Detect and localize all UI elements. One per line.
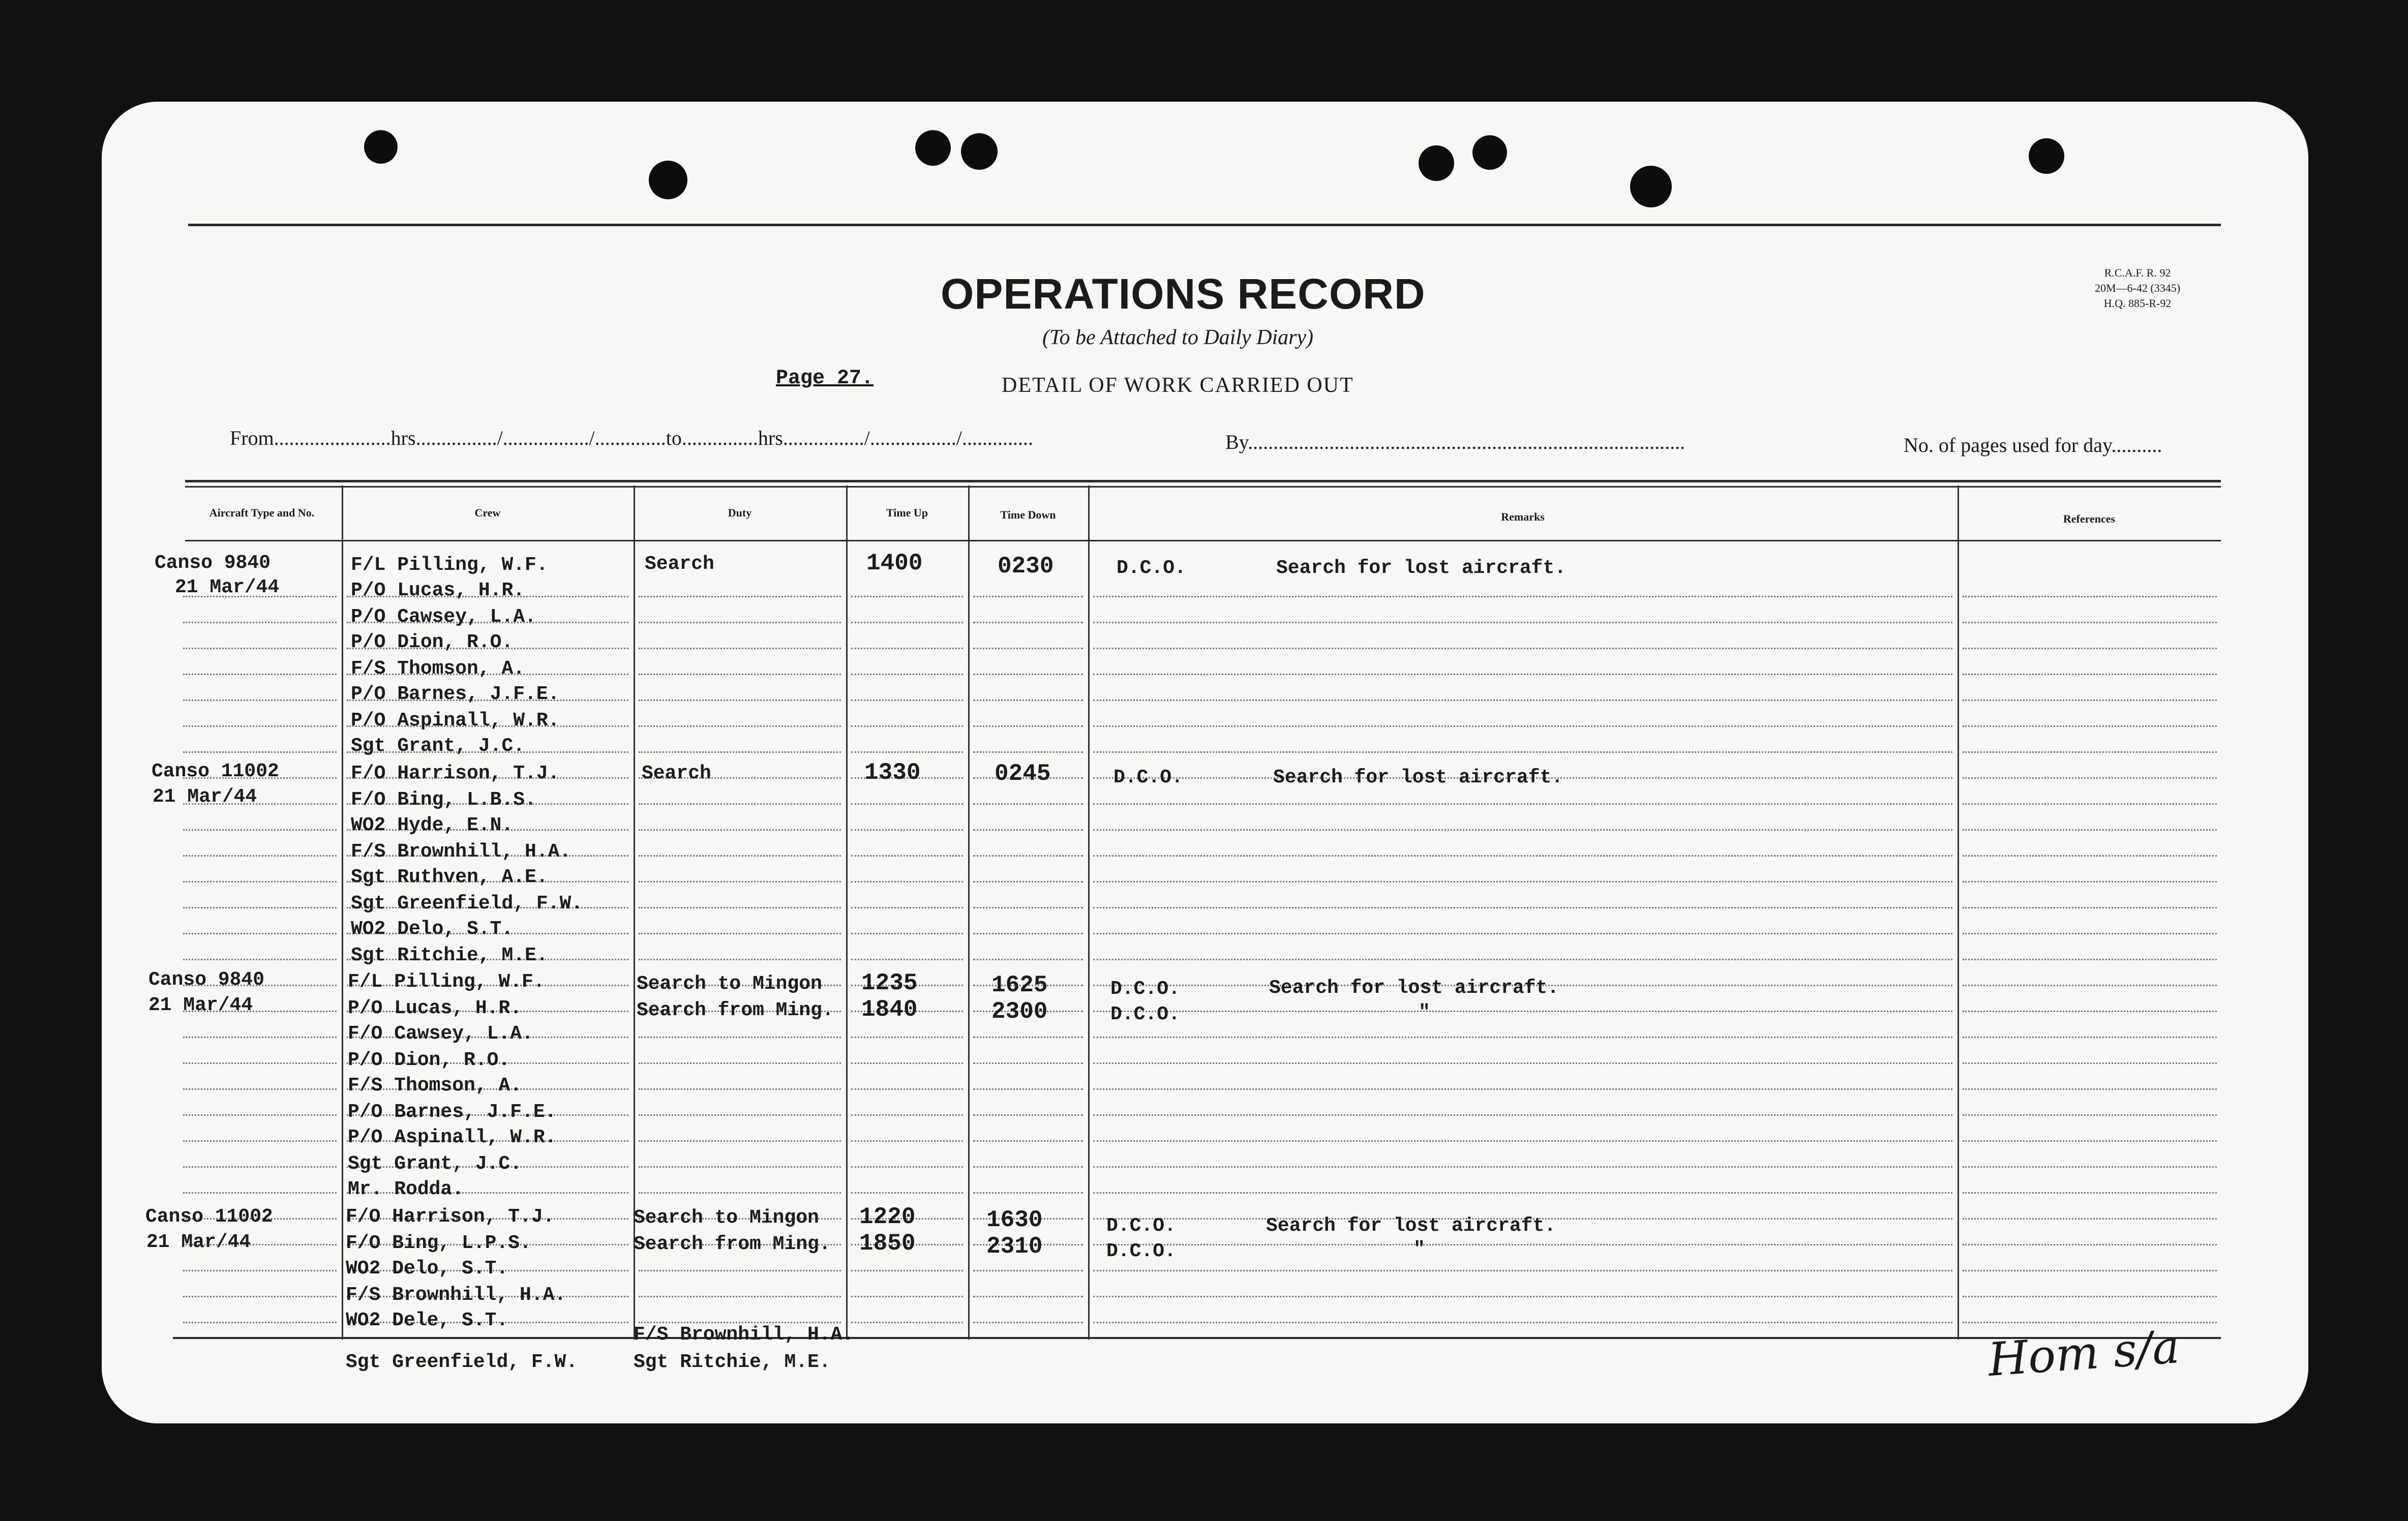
- crew-member: P/O Lucas, H.R.: [351, 580, 525, 601]
- crew-member: Sgt Greenfield, F.W.: [351, 893, 583, 915]
- ruled-dotted-line: [973, 674, 1083, 675]
- ruled-dotted-line: [851, 829, 963, 831]
- ruled-dotted-line: [183, 725, 337, 727]
- ruled-dotted-line: [639, 959, 841, 960]
- crew-member: Sgt Ruthven, A.E.: [351, 866, 548, 888]
- ruled-dotted-line: [183, 1192, 337, 1194]
- ruled-dotted-line: [183, 1296, 337, 1297]
- ruled-dotted-line: [1963, 829, 2217, 831]
- ruled-dotted-line: [851, 725, 963, 727]
- section-title: DETAIL OF WORK CARRIED OUT: [1002, 374, 1354, 397]
- ruled-dotted-line: [183, 907, 337, 908]
- ruled-dotted-line: [1963, 622, 2217, 623]
- ruled-dotted-line: [851, 596, 963, 597]
- ruled-dotted-line: [183, 881, 337, 883]
- ruled-dotted-line: [639, 596, 841, 597]
- ruled-dotted-line: [183, 674, 337, 675]
- aircraft-type: Canso 11002: [152, 760, 279, 782]
- crew-member: F/O Bing, L.B.S.: [351, 789, 536, 811]
- remark-code: D.C.O.: [1113, 767, 1183, 788]
- ditto-mark: ": [1413, 1238, 1425, 1260]
- ruled-dotted-line: [1093, 1114, 1952, 1116]
- ruled-dotted-line: [1963, 1322, 2217, 1323]
- crew-member: WO2 Dele, S.T.: [346, 1310, 508, 1331]
- ruled-dotted-line: [1963, 959, 2217, 960]
- ruled-dotted-line: [1963, 1062, 2217, 1064]
- ruled-dotted-line: [1963, 1037, 2217, 1038]
- crew-member: P/O Dion, R.O.: [351, 631, 514, 653]
- ruled-dotted-line: [851, 1088, 963, 1090]
- ruled-dotted-line: [183, 1037, 337, 1038]
- top-rule: [188, 224, 2221, 226]
- ruled-dotted-line: [183, 1270, 337, 1271]
- ruled-dotted-line: [639, 1296, 841, 1297]
- ruled-dotted-line: [1963, 1011, 2217, 1012]
- remark-text: Search for lost aircraft.: [1269, 977, 1559, 999]
- crew-member: F/L Pilling, W.F.: [351, 554, 548, 576]
- crew-member: Sgt Ritchie, M.E.: [351, 945, 548, 966]
- ruled-dotted-line: [1093, 596, 1952, 597]
- crew-member: Sgt Grant, J.C.: [348, 1153, 522, 1175]
- ruled-dotted-line: [1963, 855, 2217, 857]
- page-subtitle: (To be Attached to Daily Diary): [1042, 326, 1314, 349]
- ruled-dotted-line: [1093, 1244, 1952, 1245]
- ruled-dotted-line: [183, 1140, 337, 1142]
- crew-member: F/S Brownhill, H.A.: [351, 841, 571, 863]
- ruled-dotted-line: [851, 751, 963, 753]
- ruled-dotted-line: [1963, 1218, 2217, 1220]
- time-up: 1330: [864, 759, 921, 786]
- ruled-dotted-line: [1963, 699, 2217, 701]
- ruled-dotted-line: [1093, 881, 1952, 883]
- ruled-dotted-line: [1963, 1166, 2217, 1168]
- ruled-dotted-line: [1963, 933, 2217, 934]
- time-down: 2300: [991, 998, 1048, 1025]
- ruled-dotted-line: [1963, 751, 2217, 753]
- ruled-dotted-line: [183, 751, 337, 753]
- ruled-dotted-line: [851, 803, 963, 805]
- column-header-aircraft: Aircraft Type and No.: [209, 506, 315, 519]
- ruled-dotted-line: [183, 648, 337, 649]
- ruled-dotted-line: [1093, 855, 1952, 857]
- ruled-dotted-line: [851, 881, 963, 883]
- time-down: 0245: [995, 760, 1051, 787]
- column-divider: [1088, 485, 1090, 1340]
- ruled-dotted-line: [1963, 725, 2217, 727]
- ruled-dotted-line: [1093, 1088, 1952, 1090]
- flight-date: 21 Mar/44: [146, 1231, 251, 1253]
- punch-hole: [961, 133, 998, 170]
- signature-initials: Hom s/a: [1986, 1320, 2181, 1387]
- time-up: 1235: [861, 970, 918, 996]
- column-divider: [968, 485, 970, 1340]
- ruled-dotted-line: [973, 648, 1083, 649]
- ruled-dotted-line: [851, 855, 963, 857]
- ruled-dotted-line: [1963, 1192, 2217, 1194]
- crew-member: F/O Harrison, T.J.: [351, 763, 560, 784]
- crew-member: F/S Brownhill, H.A.: [346, 1284, 566, 1306]
- ruled-dotted-line: [973, 1140, 1083, 1142]
- ruled-dotted-line: [851, 1140, 963, 1142]
- punch-hole: [1419, 145, 1454, 181]
- ruled-dotted-line: [639, 855, 841, 857]
- form-number: [2095, 265, 2180, 311]
- ruled-dotted-line: [639, 1114, 841, 1116]
- ruled-dotted-line: [1093, 1011, 1952, 1012]
- ruled-dotted-line: [639, 622, 841, 623]
- remark-code: D.C.O.: [1106, 1215, 1176, 1237]
- time-down: 1630: [986, 1207, 1043, 1233]
- duty: Search from Ming.: [634, 1233, 831, 1255]
- crew-member: F/O Harrison, T.J.: [346, 1206, 555, 1228]
- ruled-dotted-line: [1093, 959, 1952, 960]
- ruled-dotted-line: [973, 855, 1083, 857]
- ruled-dotted-line: [1963, 881, 2217, 883]
- crew-member: P/O Cawsey, L.A.: [351, 606, 536, 628]
- ruled-dotted-line: [183, 855, 337, 857]
- ruled-dotted-line: [1963, 1114, 2217, 1116]
- ruled-dotted-line: [639, 933, 841, 934]
- ruled-dotted-line: [1093, 933, 1952, 934]
- ruled-dotted-line: [183, 933, 337, 934]
- ruled-dotted-line: [1093, 803, 1952, 805]
- ruled-dotted-line: [639, 1322, 841, 1323]
- time-up: 1400: [866, 550, 923, 576]
- ruled-dotted-line: [639, 1088, 841, 1090]
- ruled-dotted-line: [639, 1037, 841, 1038]
- ruled-dotted-line: [1093, 1166, 1952, 1168]
- ruled-dotted-line: [1963, 1140, 2217, 1142]
- ruled-dotted-line: [851, 1296, 963, 1297]
- remark-code: D.C.O.: [1110, 1003, 1180, 1025]
- ruled-dotted-line: [639, 699, 841, 701]
- ruled-dotted-line: [1963, 648, 2217, 649]
- punch-hole: [915, 130, 951, 166]
- ruled-dotted-line: [973, 699, 1083, 701]
- ruled-dotted-line: [183, 829, 337, 831]
- column-header-time-down: Time Down: [1000, 508, 1056, 521]
- page-title: OPERATIONS RECORD: [941, 270, 1426, 318]
- punch-hole: [364, 130, 398, 164]
- ruled-dotted-line: [973, 933, 1083, 934]
- ruled-dotted-line: [973, 829, 1083, 831]
- ruled-dotted-line: [639, 907, 841, 908]
- ruled-dotted-line: [973, 907, 1083, 908]
- crew-member: Sgt Grant, J.C.: [351, 735, 525, 757]
- ruled-dotted-line: [183, 1166, 337, 1168]
- duty: Search from Ming.: [637, 999, 834, 1021]
- ruled-dotted-line: [639, 829, 841, 831]
- ruled-dotted-line: [1963, 1244, 2217, 1245]
- time-down: 0230: [998, 553, 1054, 580]
- ruled-dotted-line: [851, 674, 963, 675]
- ruled-dotted-line: [183, 1114, 337, 1116]
- ruled-dotted-line: [1093, 648, 1952, 649]
- crew-member: P/O Aspinall, W.R.: [351, 710, 560, 732]
- ruled-dotted-line: [851, 1062, 963, 1064]
- ruled-dotted-line: [973, 1166, 1083, 1168]
- punch-hole: [649, 161, 687, 199]
- ruled-dotted-line: [639, 648, 841, 649]
- ruled-dotted-line: [639, 725, 841, 727]
- flight-date: 21 Mar/44: [175, 576, 280, 598]
- ruled-dotted-line: [1963, 674, 2217, 675]
- ruled-dotted-line: [973, 725, 1083, 727]
- column-divider: [846, 485, 848, 1340]
- ruled-dotted-line: [973, 751, 1083, 753]
- ruled-dotted-line: [1093, 674, 1952, 675]
- time-up: 1850: [859, 1230, 916, 1257]
- ruled-dotted-line: [1093, 751, 1952, 753]
- ruled-dotted-line: [1093, 1140, 1952, 1142]
- ruled-dotted-line: [1093, 1037, 1952, 1038]
- ruled-dotted-line: [851, 1114, 963, 1116]
- header-bottom-rule: [185, 540, 2221, 541]
- overflow-duty: F/S Brownhill, H.A.: [634, 1324, 854, 1346]
- ruled-dotted-line: [1963, 1088, 2217, 1090]
- aircraft-type: Canso 11002: [145, 1206, 273, 1228]
- ruled-dotted-line: [1093, 1062, 1952, 1064]
- ruled-dotted-line: [851, 622, 963, 623]
- ruled-dotted-line: [183, 1062, 337, 1064]
- remark-code: D.C.O.: [1110, 978, 1180, 1000]
- duty: Search to Mingon: [634, 1207, 819, 1229]
- remark-code: D.C.O.: [1117, 557, 1186, 579]
- crew-member: F/S Thomson, A.: [348, 1075, 522, 1097]
- form-number-line: R.C.A.F. R. 92: [2104, 266, 2171, 279]
- crew-member: F/S Thomson, A.: [351, 658, 525, 680]
- ruled-dotted-line: [973, 1296, 1083, 1297]
- ruled-dotted-line: [851, 699, 963, 701]
- ruled-dotted-line: [1963, 985, 2217, 986]
- ruled-dotted-line: [851, 1270, 963, 1271]
- ruled-dotted-line: [183, 1322, 337, 1323]
- by-field: By......................................................................................: [1225, 431, 1685, 453]
- ruled-dotted-line: [1963, 1270, 2217, 1271]
- from-field: From.......................hrs................/................./..............to...............hrs................/................./..............: [230, 427, 1034, 449]
- flight-date: 21 Mar/44: [153, 786, 257, 808]
- ruled-dotted-line: [1093, 1270, 1952, 1271]
- overflow-duty: Sgt Ritchie, M.E.: [634, 1351, 831, 1373]
- crew-member: P/O Lucas, H.R.: [348, 997, 522, 1019]
- ruled-dotted-line: [851, 959, 963, 960]
- time-down: 1625: [991, 972, 1048, 998]
- ruled-dotted-line: [973, 596, 1083, 597]
- aircraft-type: Canso 9840: [155, 552, 271, 574]
- ruled-dotted-line: [851, 907, 963, 908]
- ruled-dotted-line: [973, 1322, 1083, 1323]
- overflow-crew: Sgt Greenfield, F.W.: [346, 1351, 578, 1373]
- time-up: 1840: [861, 996, 918, 1023]
- ruled-dotted-line: [1963, 1296, 2217, 1297]
- ruled-dotted-line: [973, 1088, 1083, 1090]
- table-bottom-rule: [173, 1337, 2221, 1339]
- ruled-dotted-line: [1963, 803, 2217, 805]
- ruled-dotted-line: [1093, 1322, 1952, 1323]
- duty: Search to Mingon: [637, 973, 822, 995]
- ruled-dotted-line: [1093, 907, 1952, 908]
- ruled-dotted-line: [973, 803, 1083, 805]
- remark-text: Search for lost aircraft.: [1266, 1215, 1556, 1237]
- remark-text: Search for lost aircraft.: [1276, 557, 1567, 579]
- duty: Search: [642, 763, 711, 784]
- punch-hole: [1472, 135, 1507, 170]
- ruled-dotted-line: [973, 1270, 1083, 1271]
- time-up: 1220: [859, 1204, 916, 1230]
- crew-member: F/O Bing, L.P.S.: [346, 1232, 531, 1254]
- form-number-line: 20M—6-42 (3345): [2095, 282, 2181, 294]
- ruled-dotted-line: [639, 803, 841, 805]
- flight-date: 21 Mar/44: [148, 994, 253, 1016]
- ruled-dotted-line: [851, 1192, 963, 1194]
- form-number-line: H.Q. 885-R-92: [2103, 297, 2172, 310]
- remark-code: D.C.O.: [1106, 1240, 1176, 1262]
- crew-member: P/O Barnes, J.F.E.: [351, 683, 560, 705]
- ruled-dotted-line: [851, 933, 963, 934]
- column-divider: [342, 485, 343, 1340]
- ruled-dotted-line: [1963, 907, 2217, 908]
- pages-used-field: No. of pages used for day..........: [1904, 434, 2162, 457]
- page-number: Page 27.: [776, 367, 874, 390]
- crew-member: P/O Aspinall, W.R.: [348, 1127, 557, 1148]
- ruled-dotted-line: [973, 881, 1083, 883]
- ruled-dotted-line: [639, 881, 841, 883]
- crew-member: WO2 Delo, S.T.: [346, 1258, 508, 1280]
- duty: Search: [645, 553, 714, 575]
- ruled-dotted-line: [183, 699, 337, 701]
- table-top-rule: [185, 486, 2221, 488]
- punch-hole: [1630, 166, 1672, 207]
- column-header-remarks: Remarks: [1501, 510, 1545, 523]
- ruled-dotted-line: [973, 959, 1083, 960]
- ruled-dotted-line: [183, 959, 337, 960]
- crew-member: P/O Dion, R.O.: [348, 1049, 510, 1071]
- column-header-crew: Crew: [474, 506, 501, 519]
- crew-member: F/O Cawsey, L.A.: [348, 1023, 533, 1045]
- aircraft-type: Canso 9840: [148, 969, 265, 991]
- ruled-dotted-line: [973, 1192, 1083, 1194]
- remark-text: Search for lost aircraft.: [1273, 767, 1563, 788]
- crew-member: WO2 Hyde, E.N.: [351, 814, 514, 836]
- ruled-dotted-line: [973, 1037, 1083, 1038]
- ruled-dotted-line: [1093, 829, 1952, 831]
- ruled-dotted-line: [851, 1037, 963, 1038]
- ruled-dotted-line: [639, 751, 841, 753]
- ruled-dotted-line: [639, 1166, 841, 1168]
- ditto-mark: ": [1419, 1001, 1430, 1023]
- ruled-dotted-line: [1093, 622, 1952, 623]
- ruled-dotted-line: [639, 674, 841, 675]
- crew-member: Mr. Rodda.: [348, 1178, 464, 1200]
- ruled-dotted-line: [851, 1166, 963, 1168]
- crew-member: F/L Pilling, W.F.: [348, 971, 545, 993]
- ruled-dotted-line: [639, 1192, 841, 1194]
- ruled-dotted-line: [1093, 1296, 1952, 1297]
- ruled-dotted-line: [1093, 1192, 1952, 1194]
- ruled-dotted-line: [183, 1088, 337, 1090]
- ruled-dotted-line: [851, 1322, 963, 1323]
- ruled-dotted-line: [639, 1140, 841, 1142]
- ruled-dotted-line: [1093, 725, 1952, 727]
- punch-hole: [2029, 138, 2064, 174]
- column-header-duty: Duty: [728, 506, 752, 519]
- ruled-dotted-line: [973, 622, 1083, 623]
- column-header-time-up: Time Up: [886, 506, 928, 519]
- ruled-dotted-line: [639, 1062, 841, 1064]
- table-top-rule: [185, 480, 2221, 482]
- ruled-dotted-line: [1963, 777, 2217, 779]
- ruled-dotted-line: [183, 622, 337, 623]
- ruled-dotted-line: [639, 1270, 841, 1271]
- crew-member: P/O Barnes, J.F.E.: [348, 1101, 557, 1123]
- ruled-dotted-line: [973, 1114, 1083, 1116]
- column-header-references: References: [2063, 512, 2116, 525]
- crew-member: WO2 Delo, S.T.: [351, 918, 514, 940]
- ruled-dotted-line: [851, 648, 963, 649]
- time-down: 2310: [986, 1233, 1043, 1260]
- ruled-dotted-line: [1963, 596, 2217, 597]
- ruled-dotted-line: [973, 1062, 1083, 1064]
- column-divider: [1958, 485, 1959, 1340]
- ruled-dotted-line: [1093, 699, 1952, 701]
